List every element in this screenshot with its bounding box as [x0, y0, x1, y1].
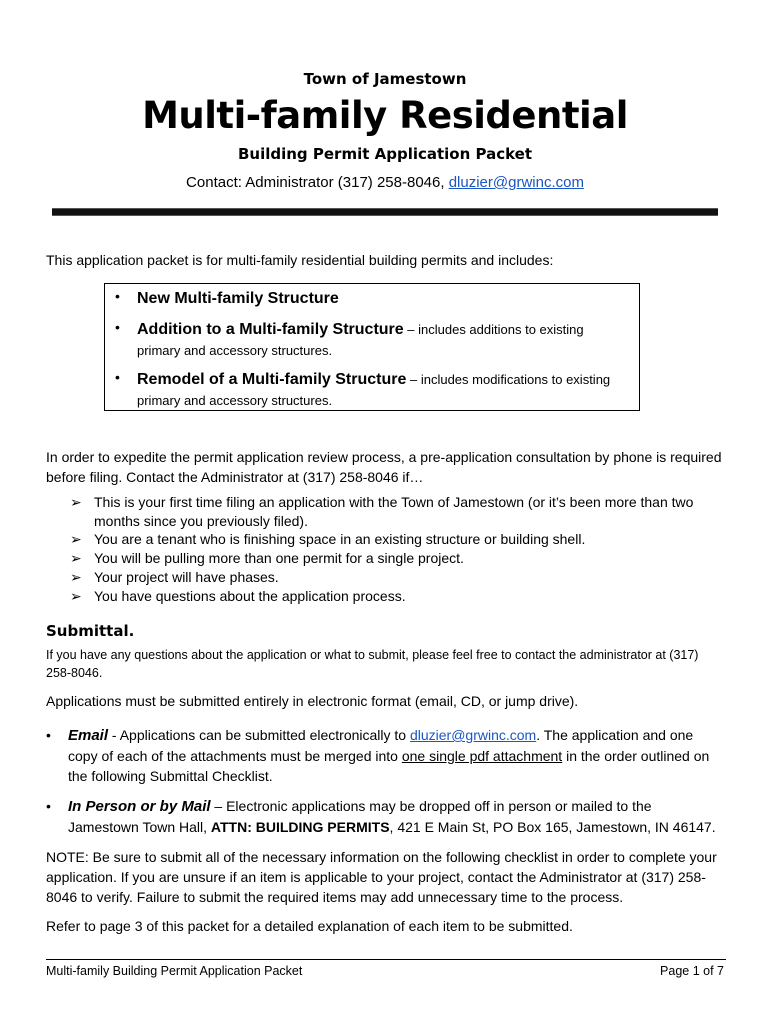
arrow-bullet-icon: ➢ — [70, 587, 82, 604]
email-option: • Email - Applications can be submitted electronically to dluzier@grwinc.com. The application and one copy of each of the attachments must be merged into one single pdf attachment in the order outlined on the following Submittal Checklist. — [46, 727, 710, 784]
submittal-heading: Submittal. — [46, 622, 135, 640]
permit-type-item: • Addition to a Multi-family Structure – includes additions to existing primary and accessory structures. — [115, 319, 584, 358]
permit-type-item: • Remodel of a Multi-family Structure – includes modifications to existing primary and accessory structures. — [115, 369, 611, 408]
town-name: Town of Jamestown — [303, 70, 467, 88]
list-item: ➢ Your project will have phases. — [70, 568, 279, 585]
arrow-bullet-icon: ➢ — [70, 494, 82, 510]
note-paragraph: NOTE: Be sure to submit all of the necessary information on the following checklist in order to complete your application. If you are unsure if an item is applicable to your project, contact the Administrator at (317) 258-8046 to verify. Failure to submit the required items may add unnecessary time to the process. — [46, 849, 717, 905]
page-number: Page 1 of 7 — [660, 964, 724, 978]
mail-option: • In Person or by Mail – Electronic applications may be dropped off in person or mailed to the Jamestown Town Hall, ATTN: BUILDING PERMITS, 421 E Main St, PO Box 165, Jamestown, IN 46147. — [46, 798, 716, 835]
submittal-questions: If you have any questions about the application or what to submit, please feel free to contact the administrator at (317) 258-8046. — [46, 648, 699, 680]
arrow-bullet-icon: ➢ — [70, 568, 82, 585]
bullet-icon: • — [46, 727, 51, 743]
arrow-bullet-icon: ➢ — [70, 550, 82, 567]
refer-paragraph: Refer to page 3 of this packet for a detailed explanation of each item to be submitted. — [46, 918, 573, 934]
header-divider — [52, 208, 718, 216]
submittal-email-link[interactable]: dluzier@grwinc.com — [409, 727, 537, 743]
contact-email-link[interactable]: dluzier@grwinc.com — [448, 174, 584, 191]
list-item: ➢ You will be pulling more than one permit for a single project. — [70, 550, 464, 567]
bullet-icon: • — [115, 369, 120, 385]
permit-types-box — [104, 283, 640, 411]
list-item: ➢ You have questions about the application process. — [70, 587, 406, 604]
contact-prefix: Contact: Administrator (317) 258-8046, — [186, 174, 449, 191]
mail-label: In Person or by Mail — [68, 798, 211, 815]
bullet-icon: • — [115, 319, 120, 335]
submittal-format: Applications must be submitted entirely in electronic format (email, CD, or jump drive). — [46, 693, 579, 709]
permit-type-item: • New Multi-family Structure — [115, 288, 339, 307]
consultation-paragraph: In order to expedite the permit application review process, a pre-application consultation by phone is required before filing. Contact the Administrator at (317) 258-8046 if… — [46, 449, 722, 485]
list-item: ➢ You are a tenant who is finishing space in an existing structure or building shell. — [70, 531, 586, 548]
footer-title: Multi-family Building Permit Application Packet — [46, 964, 303, 978]
list-item: ➢ This is your first time filing an application with the Town of Jamestown (or it’s been more than two months since you previously filed). — [70, 494, 694, 529]
bullet-icon: • — [115, 288, 120, 304]
intro-text: This application packet is for multi-family residential building permits and includes: — [46, 252, 554, 268]
page-subtitle: Building Permit Application Packet — [237, 145, 533, 163]
bullet-icon: • — [46, 798, 51, 814]
page-title: Multi-family Residential — [142, 94, 628, 137]
contact-line — [0, 174, 770, 191]
consultation-reasons-list — [70, 493, 720, 605]
arrow-bullet-icon: ➢ — [70, 531, 82, 548]
footer-divider — [46, 959, 726, 960]
email-label: Email — [68, 727, 109, 744]
